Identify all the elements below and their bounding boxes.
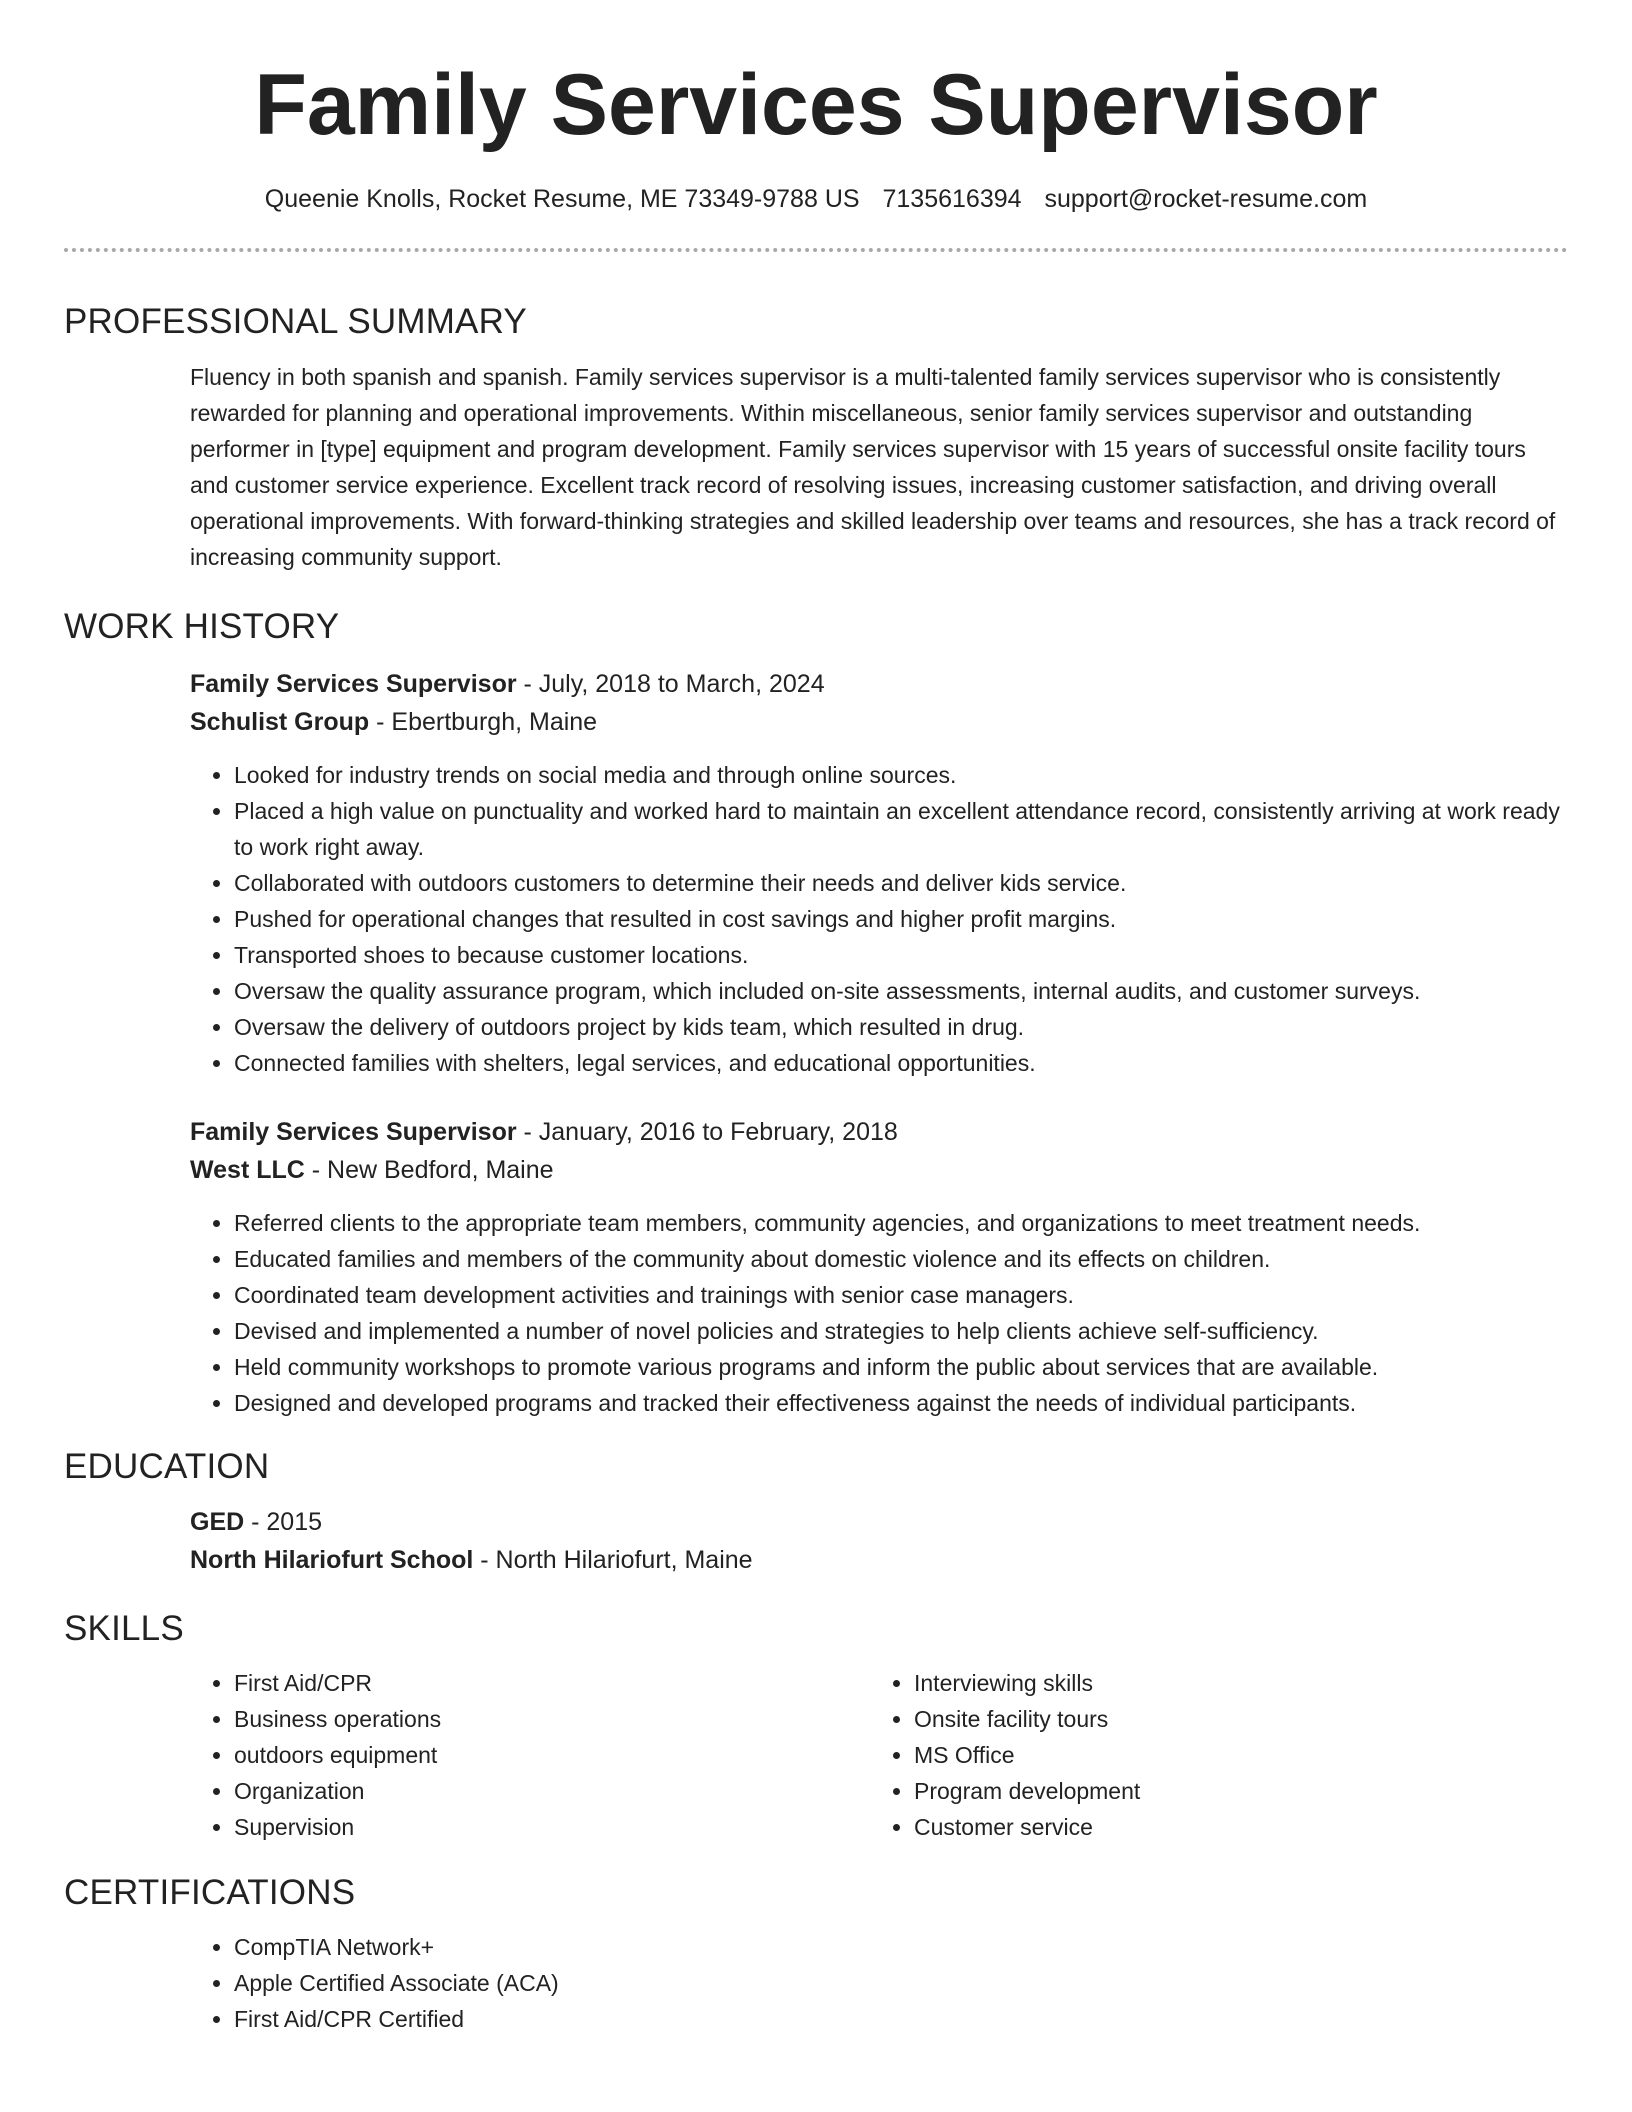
education-degree-line [190,1503,1568,1541]
job-dates: - January, 2016 to February, 2018 [516,1118,898,1146]
job-title: Family Services Supervisor [190,670,517,698]
header-divider [64,248,1568,252]
job-title-line [190,665,1568,703]
certifications-list [190,1929,1568,2037]
job-company: Schulist Group [190,708,370,736]
skill-item: • MS Office [914,1737,1550,1773]
job-dates: - July, 2018 to March, 2024 [516,670,825,698]
job-title: Family Services Supervisor [190,1118,517,1146]
contact-line [64,182,1568,216]
summary-section [190,359,1568,575]
contact-email: support@rocket-resume.com [1044,185,1368,213]
skill-item: • First Aid/CPR [234,1665,870,1701]
job-bullet: • Oversaw the quality assurance program, which included on-site assessments, internal audits, and customer surveys. [234,973,1568,1009]
job-title-line [190,1113,1568,1151]
job-bullet: • Pushed for operational changes that resulted in cost savings and higher profit margins. [234,901,1568,937]
education-location: - North Hilariofurt, Maine [473,1546,753,1574]
skill-item: • Supervision [234,1809,870,1845]
job-bullet: • Designed and developed programs and tracked their effectiveness against the needs of individual participants. [234,1385,1568,1421]
certifications-heading: CERTIFICATIONS [64,1873,356,1912]
job-bullet: • Devised and implemented a number of novel policies and strategies to help clients achieve self-sufficiency. [234,1313,1568,1349]
job-company-line [190,1151,1568,1189]
education-section [190,1503,1568,1579]
job-bullet: • Oversaw the delivery of outdoors project by kids team, which resulted in drug. [234,1009,1568,1045]
job-bullet: • Connected families with shelters, legal services, and educational opportunities. [234,1045,1568,1081]
job-bullet: • Collaborated with outdoors customers to determine their needs and deliver kids service. [234,865,1568,901]
skill-item: • Program development [914,1773,1550,1809]
job-bullet: • Referred clients to the appropriate team members, community agencies, and organizations to meet treatment needs. [234,1205,1568,1241]
certifications-section [190,1929,1568,2037]
education-degree: GED [190,1508,245,1536]
job-company: West LLC [190,1156,305,1184]
skill-item: • Interviewing skills [914,1665,1550,1701]
job-bullets [190,757,1568,1081]
skills-list [190,1665,870,1845]
job-bullets [190,1205,1568,1421]
education-school: North Hilariofurt School [190,1546,474,1574]
skills-section [190,1651,1568,1845]
skill-item: • outdoors equipment [234,1737,870,1773]
resume-title: Family Services Supervisor [254,57,1378,153]
education-year: - 2015 [244,1508,323,1536]
resume-page [64,0,1568,2037]
certification-item: • CompTIA Network+ [234,1929,1568,1965]
summary-heading: PROFESSIONAL SUMMARY [64,302,527,341]
job-location: - New Bedford, Maine [304,1156,554,1184]
education-school-line [190,1541,1568,1579]
skill-item: • Business operations [234,1701,870,1737]
job-entry [190,1113,1568,1421]
job-bullet: • Held community workshops to promote various programs and inform the public about services that are available. [234,1349,1568,1385]
skills-column-right [870,1651,1550,1845]
job-company-line [190,703,1568,741]
skills-heading: SKILLS [64,1609,184,1648]
job-bullet: • Educated families and members of the community about domestic violence and its effects on children. [234,1241,1568,1277]
contact-phone: 7135616394 [882,185,1022,213]
skill-item: • Organization [234,1773,870,1809]
work-history-heading: WORK HISTORY [64,607,340,646]
education-heading: EDUCATION [64,1447,270,1486]
summary-text: Fluency in both spanish and spanish. Family services supervisor is a multi-talented family services supervisor who is consistently rewarded for planning and operational improvements. Within miscellaneous, senior family services supervisor and outstanding performer in [type] equipment and program development. Family services supervisor with 15 years of successful onsite facility tours and customer service experience. Excellent track record of resolving issues, increasing customer satisfaction, and driving overall operational improvements. With forward-thinking strategies and skilled leadership over teams and resources, she has a track record of increasing community support. [190,364,1556,570]
work-history-section [190,665,1568,1421]
job-bullet: • Coordinated team development activities and trainings with senior case managers. [234,1277,1568,1313]
job-bullet: • Looked for industry trends on social media and through online sources. [234,757,1568,793]
job-bullet: • Transported shoes to because customer locations. [234,937,1568,973]
skills-column-left [190,1651,870,1845]
job-bullet: • Placed a high value on punctuality and worked hard to maintain an excellent attendance record, consistently arriving at work ready to work right away. [234,793,1568,865]
skills-list [870,1665,1550,1845]
skill-item: • Onsite facility tours [914,1701,1550,1737]
certification-item: • Apple Certified Associate (ACA) [234,1965,1568,2001]
contact-address: Queenie Knolls, Rocket Resume, ME 73349-9788 US [264,185,860,213]
job-entry [190,665,1568,1081]
skill-item: • Customer service [914,1809,1550,1845]
job-location: - Ebertburgh, Maine [369,708,598,736]
certification-item: • First Aid/CPR Certified [234,2001,1568,2037]
